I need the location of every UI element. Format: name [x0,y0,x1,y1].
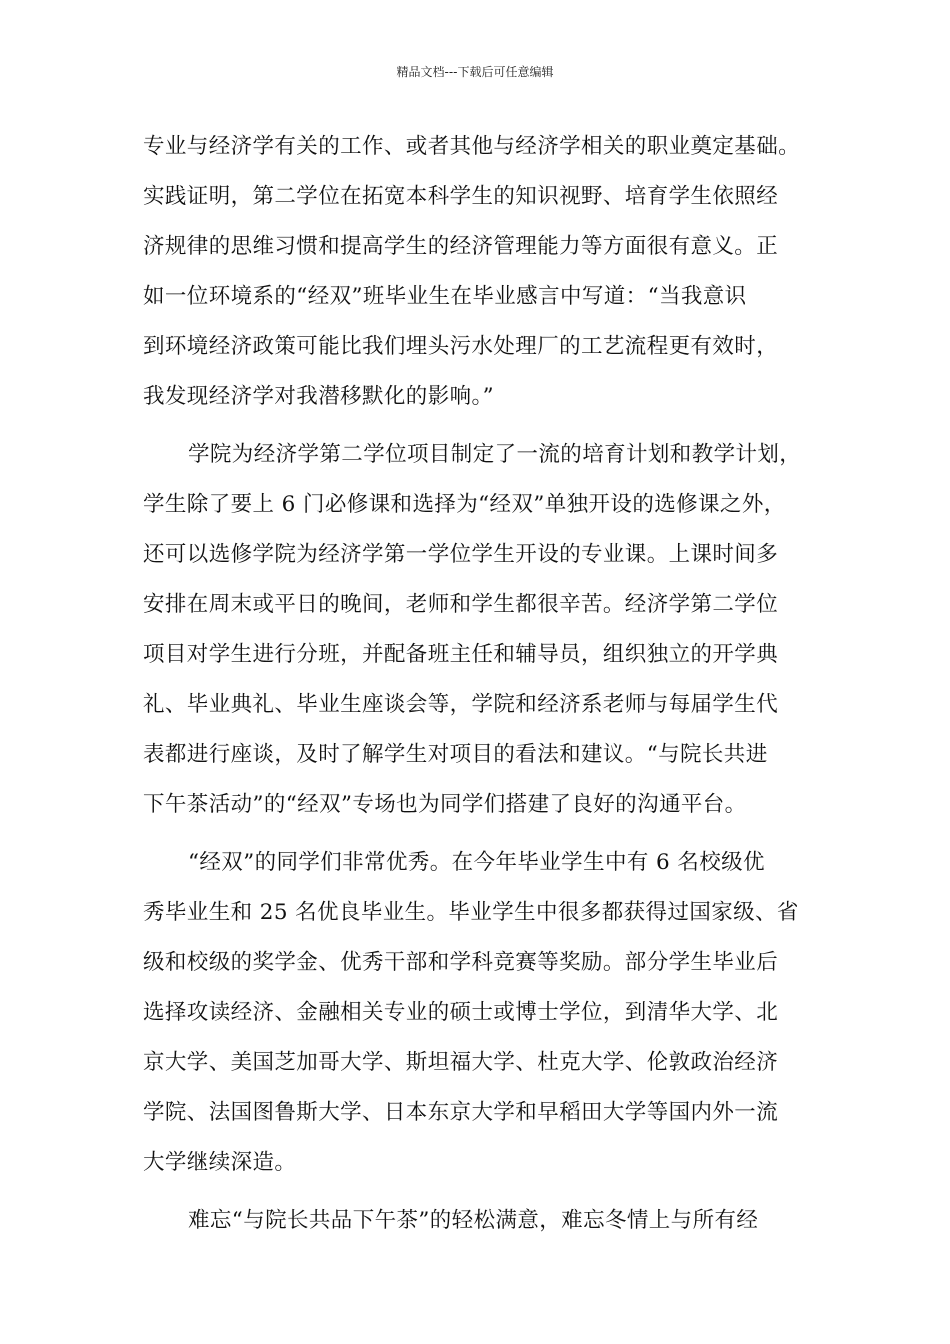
text-line: 学生除了要上 6 门必修课和选择为“经双”单独开设的选修课之外， [143,492,786,517]
text-line: 学院为经济学第二学位项目制定了一流的培育计划和教学计划， [188,442,802,467]
text-line: 安排在周末或平日的晚间，老师和学生都很辛苦。经济学第二学位 [143,592,779,617]
text-line: 还可以选修学院为经济学第一学位学生开设的专业课。上课时间多 [143,542,779,567]
text-line: “经双”的同学们非常优秀。在今年毕业学生中有 6 名校级优 [188,850,765,875]
text-line: 礼、毕业典礼、毕业生座谈会等，学院和经济系老师与每届学生代 [143,692,779,717]
text-line: 难忘“与院长共品下午茶”的轻松满意，难忘冬情上与所有经 [188,1208,759,1233]
paragraph-2 [143,441,833,849]
page-header: 精品文档---下载后可任意编辑 [396,65,554,79]
paragraph-3 [143,849,833,1207]
text-line: 选择攻读经济、金融相关专业的硕士或博士学位，到清华大学、北 [143,1000,779,1025]
text-line: 京大学、美国芝加哥大学、斯坦福大学、杜克大学、伦敦政治经济 [143,1050,779,1075]
text-line: 实践证明，第二学位在拓宽本科学生的知识视野、培育学生依照经 [143,184,779,209]
text-line: 专业与经济学有关的工作、或者其他与经济学相关的职业奠定基础。 [143,134,801,159]
text-line: 大学继续深造。 [143,1150,297,1175]
text-line: 级和校级的奖学金、优秀干部和学科竞赛等奖励。部分学生毕业后 [143,950,779,975]
text-line: 秀毕业生和 25 名优良毕业生。毕业学生中很多都获得过国家级、省 [143,900,799,925]
text-line: 表都进行座谈，及时了解学生对项目的看法和建议。“与院长共进 [143,742,768,767]
paragraph-1 [143,133,833,441]
document-body [143,133,833,1257]
text-line: 如一位环境系的“经双”班毕业生在毕业感言中写道：“当我意识 [143,284,747,309]
text-line: 到环境经济政策可能比我们埋头污水处理厂的工艺流程更有效时， [143,334,779,359]
text-line: 下午茶活动”的“经双”专场也为同学们搭建了良好的沟通平台。 [143,792,747,817]
paragraph-4 [143,1207,833,1257]
text-line: 学院、法国图鲁斯大学、日本东京大学和早稻田大学等国内外一流 [143,1100,779,1125]
text-line: 我发现经济学对我潜移默化的影响。” [143,384,495,409]
text-line: 项目对学生进行分班，并配备班主任和辅导员，组织独立的开学典 [143,642,779,667]
text-line: 济规律的思维习惯和提高学生的经济管理能力等方面很有意义。正 [143,234,779,259]
